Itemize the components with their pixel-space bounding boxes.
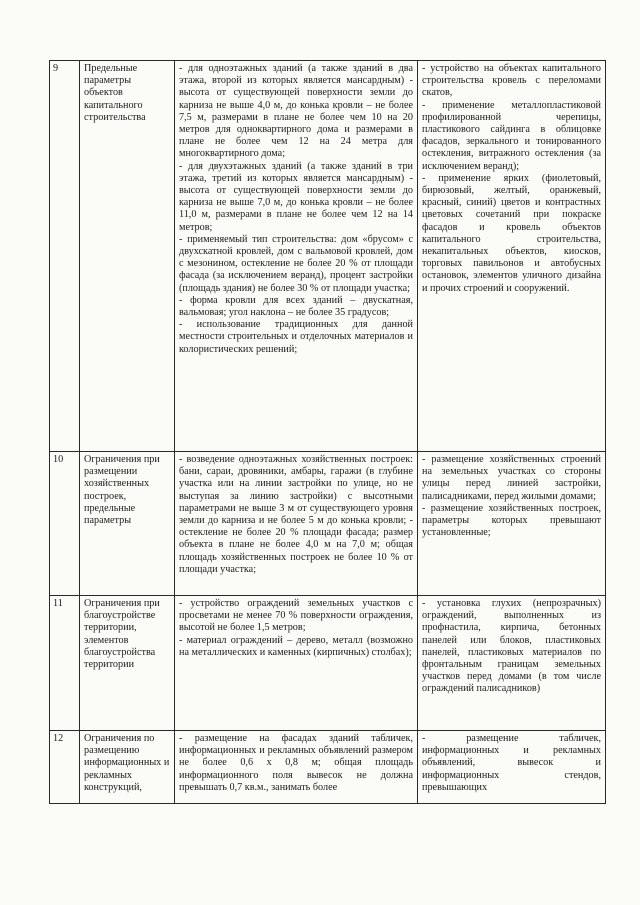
- allowed-cell: [175, 61, 418, 452]
- forbidden-item: - применение металлопластиковой профилированной черепицы, пластикового сайдинга в облицовке фасадов, зеркального и тонированного остекления, витражного остекления (за исключением веранд);: [422, 99, 601, 172]
- row-number: 12: [50, 731, 80, 804]
- forbidden-item: - устройство на объектах капитального строительства кровель с переломами скатов,: [422, 63, 601, 99]
- row-number: 11: [50, 596, 80, 731]
- forbidden-cell: [418, 61, 606, 452]
- allowed-cell: [175, 731, 418, 804]
- row-number: 9: [50, 61, 80, 452]
- allowed-item: - для двухэтажных зданий (а также зданий в три этажа, третий из которых является мансардным) - высота от существующей поверхности земли до карниза не выше 7,0 м, до конька кровли – не более 11,0 м, размерами в плане не более чем 12 на 14 метров;: [179, 160, 413, 233]
- forbidden-cell: [418, 452, 606, 596]
- table-row: [50, 596, 606, 731]
- table-row: [50, 452, 606, 596]
- table-row: [50, 731, 606, 804]
- parameter-name: Предельные параметры объектов капитального строительства: [80, 61, 175, 452]
- table-row: [50, 61, 606, 452]
- allowed-item: - устройство ограждений земельных участков с просветами не менее 70 % поверхности ограждения, высотой не более 1,5 метров;: [179, 598, 413, 634]
- allowed-item: - использование традиционных для данной местности строительных и отделочных материалов и колористических решений;: [179, 319, 413, 355]
- forbidden-item: - размещение табличек, информационных и рекламных объявлений, вывесок и информационных стендов, превышающих: [422, 733, 601, 793]
- forbidden-item: - применение ярких (фиолетовый, бирюзовый, желтый, оранжевый, красный, синий) цветов и контрастных цветовых сочетаний при покраске фасадов и кровель объектов капитального строительства, некапитальных объектов, киосков, торговых павильонов и автобусных остановок, элементов уличного дизайна и прочих строений и сооружений.: [422, 172, 601, 294]
- row-number: 10: [50, 452, 80, 596]
- allowed-item: - форма кровли для всех зданий – двускатная, вальмовая; угол наклона – не более 35 градусов;: [179, 294, 413, 319]
- allowed-cell: [175, 596, 418, 731]
- parameter-name: Ограничения при благоустройстве территории, элементов благоустройства территории: [80, 596, 175, 731]
- forbidden-cell: [418, 596, 606, 731]
- forbidden-item: - установка глухих (непрозрачных) ограждений, выполненных из профнастила, кирпича, бетонных панелей или блоков, пластиковых панелей, пластиковых материалов по фронтальным границам земельных участков перед домами (в том числе ограждений палисадников): [422, 598, 601, 695]
- parameter-name: Ограничения при размещении хозяйственных построек, предельные параметры: [80, 452, 175, 596]
- regulations-table: [49, 60, 606, 804]
- allowed-item: - возведение одноэтажных хозяйственных построек: бани, сараи, дровяники, амбары, гаражи (в глубине участка или на линии застройки по улице, но не выступая за линию застройки) с высотными параметрами не выше 3 м от существующего уровня земли до карниза и не более 5 м до конька кровли; - остекление не более 20 % площади фасада; размер объекта в плане не более 4,0 м на 7,0 м; общая площадь хозяйственных построек не более 10 % от площади участка;: [179, 454, 413, 575]
- forbidden-item: - размещение хозяйственных строений на земельных участках со стороны улицы перед линией застройки, палисадниками, перед жилыми домами;: [422, 454, 601, 502]
- allowed-item: - для одноэтажных зданий (а также зданий в два этажа, второй из которых является мансардным) - высота от существующей поверхности земли до карниза не выше 4,0 м, до конька кровли – не более 7,5 м, размерами в плане не более чем 10 на 20 метров для одноквартирного дома и размерами в плане не более чем 12 на 24 метра для многоквартирного дома;: [179, 63, 413, 160]
- allowed-item: - применяемый тип строительства: дом «брусом» с двухскатной кровлей, дом с вальмовой кровлей, дом с мезонином, остекление не более 20 % от площади фасада (за исключением веранд), процент застройки (площадь здания) не более 30 % от площади участка;: [179, 233, 413, 294]
- forbidden-item: - размещение хозяйственных построек, параметры которых превышают установленные;: [422, 502, 601, 539]
- parameter-name: Ограничения по размещению информационных и рекламных конструкций,: [80, 731, 175, 804]
- allowed-item: - материал ограждений – дерево, металл (возможно на металлических и каменных (кирпичных) столбах);: [179, 634, 413, 658]
- allowed-item: - размещение на фасадах зданий табличек, информационных и рекламных объявлений размером не более 0,6 х 0,8 м; общая площадь информационного поля вывесок не должна превышать 0,7 кв.м., занимать более: [179, 733, 413, 793]
- forbidden-cell: [418, 731, 606, 804]
- allowed-cell: [175, 452, 418, 596]
